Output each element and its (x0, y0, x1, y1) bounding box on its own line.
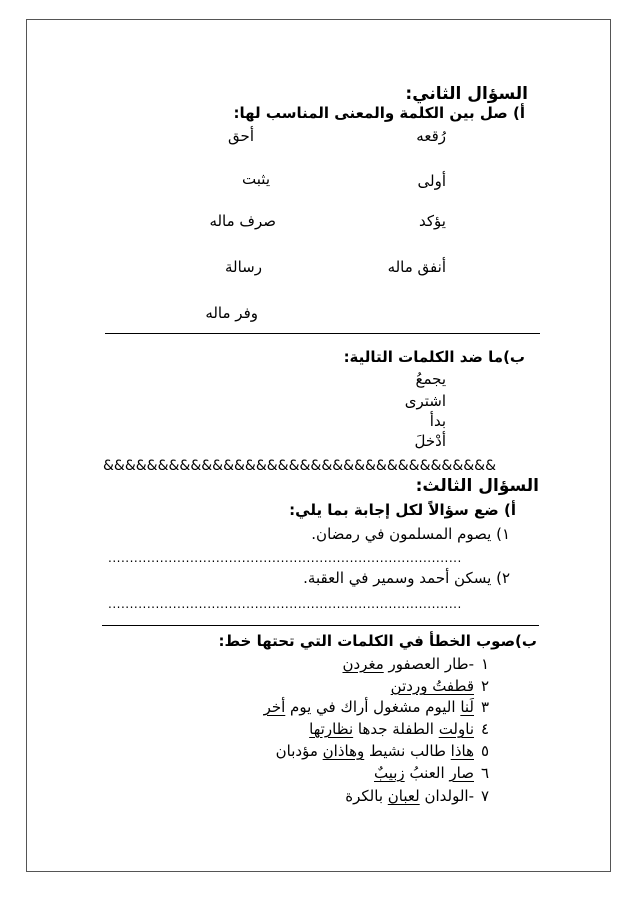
opposite-word-3: بدأ (429, 412, 446, 430)
opposite-word-2: اشترى (404, 392, 446, 410)
answer-2: ٢) يسكن أحمد وسمير في العقبة. (303, 569, 510, 587)
divider-2 (102, 625, 539, 626)
sentence-6: ٦صار العنبُ زبيبٌ (373, 764, 490, 782)
separator-line: &&&&&&&&&&&&&&&&&&&&&&&&&&&&&&&&&&&& (103, 458, 497, 474)
meaning-2: يثبت (242, 170, 270, 188)
opposite-word-4: أدْخلَ (414, 432, 446, 450)
opposite-word-1: يجمعُ (415, 370, 446, 388)
q2-a-title: أ) صل بين الكلمة والمعنى المناسب لها: (233, 104, 525, 122)
meaning-1: أحق (228, 127, 254, 145)
sentence-3: ٣لَنا اليوم مشغول أراك في يوم أخر (263, 698, 490, 716)
q2-title: السؤال الثاني: (405, 84, 528, 104)
answer-line-1: .................................................................................. (108, 551, 462, 565)
sentence-4: ٤ناولت الطفلة جدها نظارتها (309, 720, 490, 738)
answer-1: ١) يصوم المسلمون في رمضان. (311, 525, 510, 543)
divider-1 (105, 333, 540, 334)
q3-title: السؤال الثالث: (415, 476, 539, 496)
answer-line-2: .................................................................................. (108, 597, 462, 611)
sentence-2: ٢قطفتُ وردتن (390, 677, 490, 695)
meaning-5: وفر ماله (205, 304, 258, 322)
q3-b-title: ب)صوب الخطأ في الكلمات التي تحتها خط: (218, 632, 537, 650)
q3-a-title: أ) ضع سؤالاً لكل إجابة بما يلي: (289, 501, 516, 519)
sentence-1: ١-طار العصفور مغردن (342, 655, 490, 673)
word-4: أنفق ماله (387, 258, 446, 276)
q2-b-title: ب)ما ضد الكلمات التالية: (343, 348, 525, 366)
word-3: يؤكد (419, 212, 446, 230)
meaning-4: رسالة (225, 258, 262, 276)
word-2: أولى (417, 172, 446, 190)
word-1: رُقعه (416, 127, 446, 145)
sentence-7: ٧-الولدان لعبان بالكرة (345, 787, 490, 805)
sentence-5: ٥هاذا طالب نشيط وهاذان مؤدبان (275, 742, 490, 760)
meaning-3: صرف ماله (209, 212, 276, 230)
